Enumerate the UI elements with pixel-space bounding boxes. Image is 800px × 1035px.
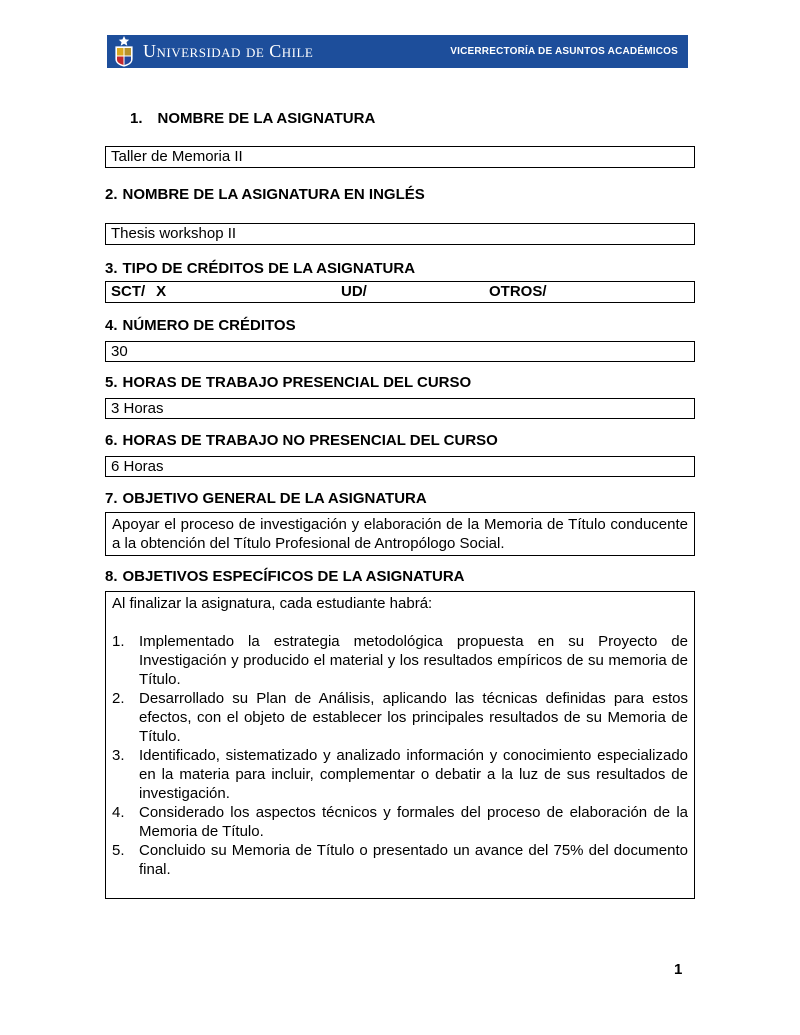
- section-3-number: 3.: [105, 260, 118, 277]
- section-6-title: HORAS DE TRABAJO NO PRESENCIAL DEL CURSO: [122, 432, 498, 449]
- section-3-title: TIPO DE CRÉDITOS DE LA ASIGNATURA: [122, 260, 416, 277]
- section-7-title: OBJETIVO GENERAL DE LA ASIGNATURA: [122, 490, 427, 507]
- section-5-heading: [105, 373, 695, 392]
- section-6-number: 6.: [105, 432, 118, 449]
- section-5-title: HORAS DE TRABAJO PRESENCIAL DEL CURSO: [122, 374, 472, 391]
- objective-item: [112, 841, 688, 879]
- page-number: 1: [674, 961, 683, 978]
- objective-item-text: Identificado, sistematizado y analizado información y conocimiento especializado en la materia para incluir, complementar o debatir a la luz de sus resultados de investigación.: [139, 747, 688, 802]
- field-objetivo-general: Apoyar el proceso de investigación y elaboración de la Memoria de Título conducente a la obtención del Título Profesional de Antropólogo Social.: [105, 512, 695, 556]
- objective-item-text: Desarrollado su Plan de Análisis, aplicando las técnicas definidas para estos efectos, con el objeto de establecer los principales resultados de su Memoria de Título.: [139, 690, 688, 745]
- objective-item-text: Considerado los aspectos técnicos y formales del proceso de elaboración de la Memoria de Título.: [139, 804, 688, 840]
- section-8-title: OBJETIVOS ESPECÍFICOS DE LA ASIGNATURA: [122, 568, 465, 585]
- field-nombre-ingles: Thesis workshop II: [105, 223, 695, 245]
- credit-sct-field: [111, 283, 341, 301]
- section-2-number: 2.: [105, 186, 118, 203]
- credit-sct-label: SCT/: [111, 283, 146, 300]
- section-8-heading: [105, 567, 695, 586]
- objective-item-number: 1.: [112, 633, 125, 650]
- credit-otros-label: OTROS/: [489, 283, 547, 300]
- credit-sct-value: X: [156, 283, 167, 300]
- section-1-title: NOMBRE DE LA ASIGNATURA: [157, 110, 376, 127]
- credit-ud-label: UD/: [341, 283, 367, 300]
- form-content: [105, 0, 695, 899]
- section-3-heading: [105, 259, 695, 278]
- section-2-title: NOMBRE DE LA ASIGNATURA EN INGLÉS: [122, 186, 425, 203]
- objective-item-number: 5.: [112, 842, 125, 859]
- field-nombre-asignatura: Taller de Memoria II: [105, 146, 695, 168]
- credit-ud-field: [341, 283, 489, 301]
- field-horas-presencial: 3 Horas: [105, 398, 695, 419]
- objective-item: [112, 632, 688, 689]
- section-2-heading: [105, 185, 695, 204]
- section-7-heading: [105, 489, 695, 508]
- section-4-title: NÚMERO DE CRÉDITOS: [122, 317, 296, 334]
- objective-item: [112, 803, 688, 841]
- section-7-number: 7.: [105, 490, 118, 507]
- field-tipo-creditos: [105, 281, 695, 303]
- objective-item: [112, 689, 688, 746]
- section-5-number: 5.: [105, 374, 118, 391]
- section-4-heading: [105, 316, 695, 335]
- section-8-number: 8.: [105, 568, 118, 585]
- field-numero-creditos: 30: [105, 341, 695, 362]
- section-1-heading: [105, 109, 695, 128]
- objective-item-text: Implementado la estrategia metodológica propuesta en su Proyecto de Investigación y producido el material y los resultados empíricos de su memoria de Título.: [139, 633, 688, 688]
- section-1-number: 1.: [130, 110, 143, 127]
- objective-item-number: 4.: [112, 804, 125, 821]
- objective-item-text: Concluido su Memoria de Título o presentado un avance del 75% del documento final.: [139, 842, 688, 878]
- field-horas-no-presencial: 6 Horas: [105, 456, 695, 477]
- objective-item-number: 2.: [112, 690, 125, 707]
- vicerrectoria-title: VICERRECTORÍA DE ASUNTOS ACADÉMICOS: [450, 46, 678, 57]
- field-objetivos-especificos: [105, 591, 695, 899]
- credit-otros-field: [489, 283, 694, 301]
- university-name: Universidad de Chile: [143, 41, 314, 61]
- section-4-number: 4.: [105, 317, 118, 334]
- objective-item: [112, 746, 688, 803]
- objectives-intro: Al finalizar la asignatura, cada estudiante habrá:: [112, 595, 433, 612]
- section-6-heading: [105, 431, 695, 450]
- objective-item-number: 3.: [112, 747, 125, 764]
